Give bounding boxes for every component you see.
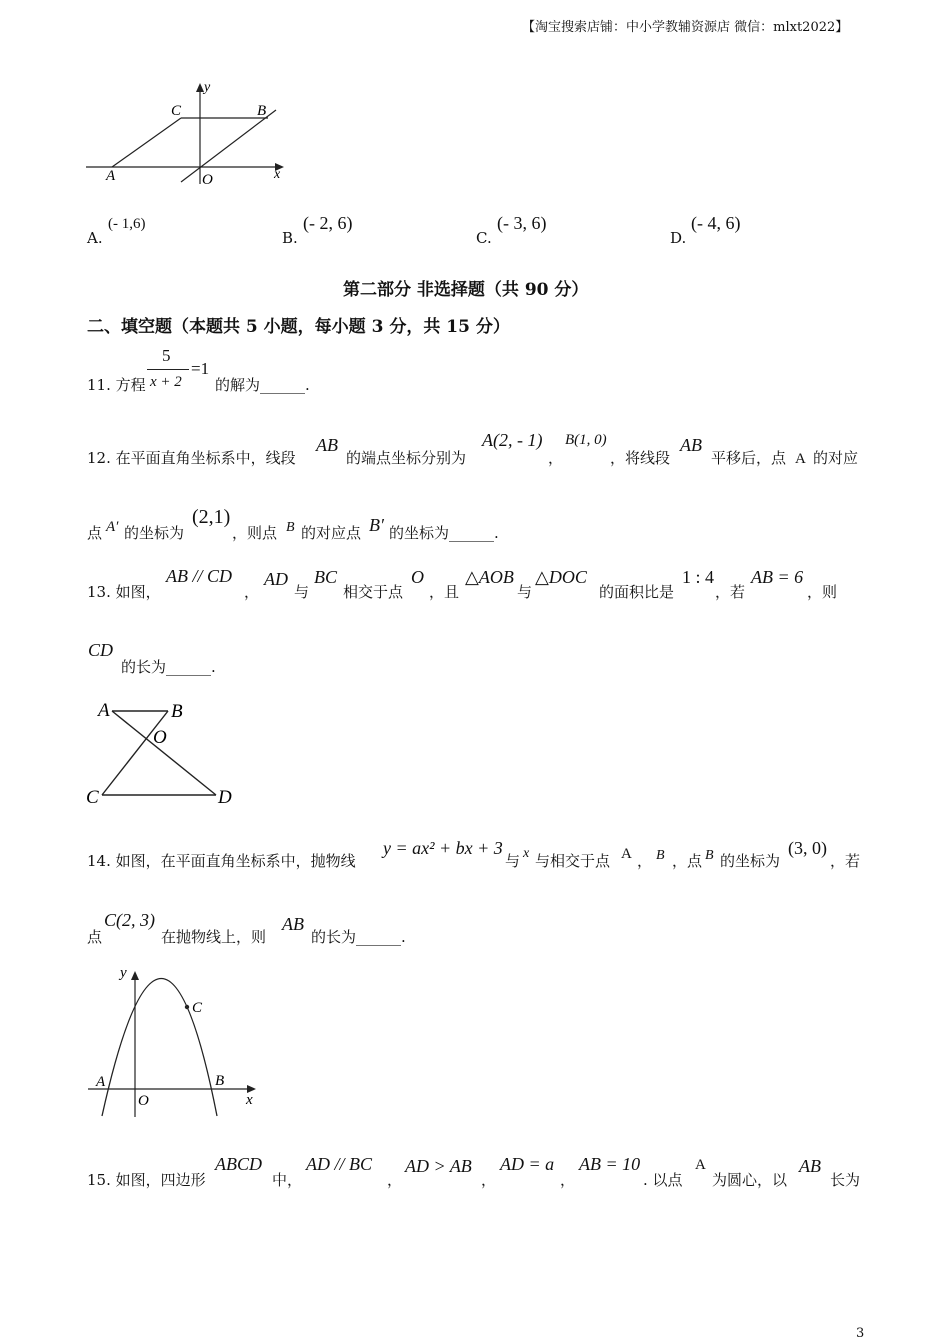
q15-text-4: ， bbox=[481, 1171, 497, 1189]
q13-text-8: ，若 bbox=[715, 583, 746, 601]
option-a-letter: A. bbox=[87, 229, 103, 247]
q12-text-5: 平移后，点 bbox=[711, 449, 787, 467]
option-b-value: (- 2, 6) bbox=[303, 213, 353, 233]
fig13-label-o: O bbox=[153, 727, 167, 748]
q13-math-cd: CD bbox=[88, 640, 114, 660]
q14-math-b-coord: (3, 0) bbox=[788, 838, 827, 858]
label-y: y bbox=[204, 80, 211, 95]
q12-text-4: ，将线段 bbox=[610, 449, 671, 467]
fig13-label-a: A bbox=[98, 700, 110, 721]
q13-math-bc: BC bbox=[314, 567, 338, 587]
q12-text-10: 的对应点 bbox=[301, 524, 362, 542]
q12-math-coord: (2,1) bbox=[192, 506, 231, 528]
option-d-value: (- 4, 6) bbox=[691, 213, 741, 233]
point-c bbox=[185, 1005, 189, 1009]
q13-text-10: 的长为______. bbox=[121, 658, 216, 676]
q14-text-5: ，点 bbox=[672, 852, 703, 870]
fig14-label-y: y bbox=[120, 965, 127, 981]
segment-ac bbox=[112, 118, 181, 167]
q13-math-ab6: AB = 6 bbox=[751, 567, 804, 587]
q11-suffix: 的解为______. bbox=[215, 376, 310, 394]
q14-text-8: 点 bbox=[87, 928, 103, 946]
label-a: A bbox=[106, 168, 116, 184]
fig13-label-c: C bbox=[86, 787, 99, 808]
q13-figure bbox=[84, 696, 244, 812]
q10-figure bbox=[84, 76, 294, 188]
q13-math-ratio: 1 : 4 bbox=[682, 567, 715, 587]
q13-text-6: 与 bbox=[517, 583, 533, 601]
q14-figure bbox=[84, 962, 264, 1122]
q14-text-10: 的长为______. bbox=[311, 928, 406, 946]
q13-math-aob: △AOB bbox=[465, 567, 514, 587]
q15-text-8: 长为 bbox=[830, 1171, 861, 1189]
q14-math-ab: AB bbox=[282, 914, 304, 934]
page-header: 【淘宝搜索店铺：中小学教辅资源店 微信：mlxt2022】 bbox=[522, 20, 849, 35]
part2-title: 第二部分 非选择题（共 90 分） bbox=[343, 280, 589, 300]
segment-ob bbox=[181, 110, 276, 182]
q13-text-3: 与 bbox=[294, 583, 310, 601]
q14-text-7: ，若 bbox=[830, 852, 861, 870]
q14-text-2: 与 bbox=[505, 852, 521, 870]
option-c-value: (- 3, 6) bbox=[497, 213, 547, 233]
q11-numerator: 5 bbox=[162, 346, 171, 365]
page-number: 3 bbox=[856, 1326, 865, 1341]
q15-text-3: ， bbox=[387, 1171, 403, 1189]
segment-bc bbox=[102, 711, 168, 795]
label-c: C bbox=[171, 103, 182, 119]
q15-math-abcd: ABCD bbox=[215, 1154, 262, 1174]
q13-text-5: ，且 bbox=[429, 583, 460, 601]
q13-math-o: O bbox=[411, 567, 424, 587]
fig14-label-o: O bbox=[138, 1093, 149, 1109]
segment-ad bbox=[112, 711, 216, 795]
q14-math-x: x bbox=[523, 846, 530, 861]
q12-text-9: ，则点 bbox=[232, 524, 278, 542]
q13-text-9: ，则 bbox=[807, 583, 838, 601]
q12-text-11: 的坐标为______. bbox=[389, 524, 499, 542]
q14-text-1: 14. 如图，在平面直角坐标系中，抛物线 bbox=[87, 852, 356, 870]
option-b-letter: B. bbox=[282, 229, 298, 247]
q12-math-a-2: A bbox=[795, 451, 806, 467]
q13-math-parallel: AB // CD bbox=[166, 566, 232, 586]
q14-math-a: A bbox=[621, 846, 632, 862]
q14-text-3: 与相交于点 bbox=[535, 852, 611, 870]
q14-math-b-2: B bbox=[705, 848, 714, 863]
q11-fraction-bar bbox=[147, 369, 189, 370]
label-b: B bbox=[257, 103, 267, 119]
q14-text-9: 在抛物线上，则 bbox=[161, 928, 267, 946]
option-c-letter: C. bbox=[476, 229, 492, 247]
q12-text-3: ， bbox=[548, 449, 564, 467]
q15-text-5: ， bbox=[560, 1171, 576, 1189]
fig14-label-a: A bbox=[96, 1074, 106, 1090]
q11-denominator: x + 2 bbox=[150, 374, 182, 390]
q15-math-ab10: AB = 10 bbox=[579, 1154, 641, 1174]
q15-text-2: 中， bbox=[272, 1171, 303, 1189]
q13-math-doc: △DOC bbox=[535, 567, 587, 587]
q12-text-8: 的坐标为 bbox=[124, 524, 185, 542]
q12-text-6: 的对应 bbox=[813, 449, 859, 467]
q14-math-b: B bbox=[656, 848, 665, 863]
fig13-label-b: B bbox=[171, 701, 183, 722]
option-d-letter: D. bbox=[670, 229, 687, 247]
fig14-label-x: x bbox=[246, 1092, 253, 1108]
label-x: x bbox=[274, 167, 281, 182]
q15-text-7: 为圆心，以 bbox=[712, 1171, 788, 1189]
y-axis-arrow bbox=[131, 971, 139, 980]
q13-text-2: ， bbox=[244, 583, 260, 601]
q13-text-7: 的面积比是 bbox=[599, 583, 675, 601]
section2-title: 二、填空题（本题共 5 小题，每小题 3 分，共 15 分） bbox=[87, 317, 510, 337]
q13-text-4: 相交于点 bbox=[343, 583, 404, 601]
q12-math-b-2: B bbox=[286, 520, 295, 535]
q12-math-ab-2: AB bbox=[680, 435, 702, 455]
q15-text-1: 15. 如图，四边形 bbox=[87, 1171, 206, 1189]
q14-text-6: 的坐标为 bbox=[720, 852, 781, 870]
fig14-label-b: B bbox=[215, 1073, 225, 1089]
q13-math-ad: AD bbox=[264, 569, 288, 589]
q12-text-1: 12. 在平面直角坐标系中，线段 bbox=[87, 449, 296, 467]
q14-math-parabola: y = ax² + bx + 3 bbox=[383, 838, 503, 858]
q12-math-b-prime: B′ bbox=[369, 515, 384, 535]
fig13-label-d: D bbox=[218, 787, 232, 808]
y-axis-arrow bbox=[196, 83, 204, 92]
q15-math-ineq: AD > AB bbox=[405, 1156, 472, 1176]
q15-math-ad-a: AD = a bbox=[500, 1154, 555, 1174]
q15-math-a: A bbox=[695, 1157, 706, 1173]
label-o: O bbox=[202, 172, 213, 188]
q12-math-a: A(2, - 1) bbox=[482, 430, 543, 450]
q15-math-parallel: AD // BC bbox=[306, 1154, 372, 1174]
q11-prefix: 11. 方程 bbox=[87, 376, 146, 394]
fig14-label-c: C bbox=[192, 1000, 203, 1016]
q13-text-1: 13. 如图， bbox=[87, 583, 161, 601]
q12-math-a-prime: A′ bbox=[106, 519, 119, 535]
option-a-value: (- 1,6) bbox=[108, 216, 146, 232]
q14-math-c: C(2, 3) bbox=[104, 910, 155, 930]
q14-text-4: ， bbox=[637, 852, 653, 870]
q12-math-b: B(1, 0) bbox=[565, 432, 607, 448]
q15-text-6: . 以点 bbox=[643, 1171, 683, 1189]
q12-text-2: 的端点坐标分别为 bbox=[346, 449, 467, 467]
q12-math-ab: AB bbox=[316, 435, 338, 455]
q15-math-ab: AB bbox=[799, 1156, 821, 1176]
q11-rhs: =1 bbox=[191, 359, 210, 378]
q12-text-7: 点 bbox=[87, 524, 103, 542]
